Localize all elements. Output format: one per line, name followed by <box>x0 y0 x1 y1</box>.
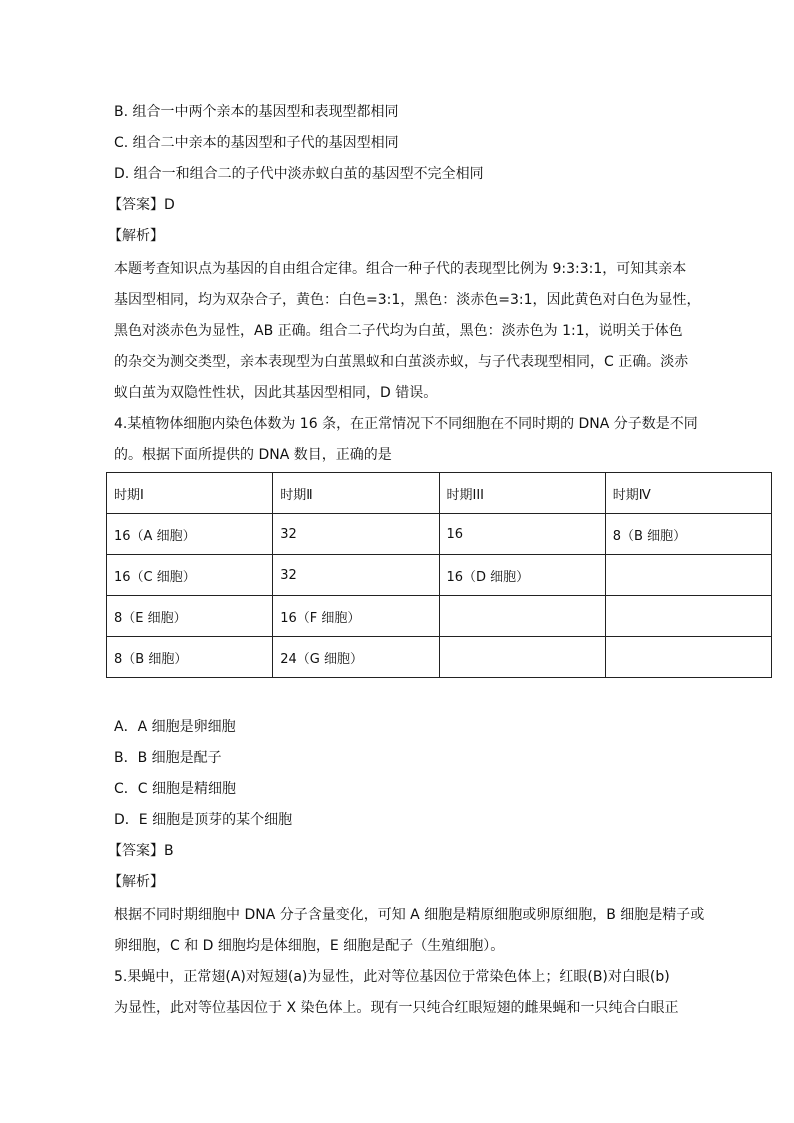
analysis-text-line: 本题考查知识点为基因的自由组合定律。组合一种子代的表现型比例为 9:3:3:1，可知其亲本 <box>114 261 687 277</box>
table-header-row <box>107 473 772 514</box>
table-cell <box>439 637 605 678</box>
analysis-text-line: 蚁白茧为双隐性性状，因此其基因型相同，D 错误。 <box>114 385 438 401</box>
table-cell <box>439 596 605 637</box>
question-4-option-d: D．E 细胞是顶芽的某个细胞 <box>114 812 293 828</box>
table-cell: 16 <box>439 514 605 555</box>
table-header-cell: 时期Ⅰ <box>107 473 273 514</box>
question-4-stem: 4.某植物体细胞内染色体数为 16 条，在正常情况下不同细胞在不同时期的 DNA 分子数是不同 <box>114 416 698 432</box>
table-cell: 8（B 细胞） <box>605 514 771 555</box>
dna-count-table <box>106 472 772 678</box>
option-b: B. 组合一中两个亲本的基因型和表现型都相同 <box>114 104 399 120</box>
table-row <box>107 637 772 678</box>
table-row <box>107 514 772 555</box>
table-header-cell: 时期Ⅳ <box>605 473 771 514</box>
table-cell <box>605 637 771 678</box>
table-header-cell: 时期III <box>439 473 605 514</box>
table-header-cell: 时期Ⅱ <box>273 473 439 514</box>
question-4-option-c: C．C 细胞是精细胞 <box>114 781 237 797</box>
analysis-text-line: 黑色对淡赤色为显性，AB 正确。组合二子代均为白茧，黑色：淡赤色为 1:1，说明关于体色 <box>114 323 683 339</box>
table-cell: 16（D 细胞） <box>439 555 605 596</box>
analysis-text-line: 的杂交为测交类型，亲本表现型为白茧黑蚁和白茧淡赤蚁，与子代表现型相同，C 正确。淡赤 <box>114 354 689 370</box>
table-row <box>107 596 772 637</box>
question-4-option-b: B．B 细胞是配子 <box>114 750 222 766</box>
analysis-text-line: 基因型相同，均为双杂合子，黄色：白色=3:1，黑色：淡赤色=3:1，因此黄色对白色为显性， <box>114 292 701 308</box>
option-c: C. 组合二中亲本的基因型和子代的基因型相同 <box>114 135 399 151</box>
table-row <box>107 555 772 596</box>
table-cell: 16（A 细胞） <box>107 514 273 555</box>
table-cell <box>605 596 771 637</box>
analysis-text-line: 根据不同时期细胞中 DNA 分子含量变化，可知 A 细胞是精原细胞或卵原细胞，B 细胞是精子或 <box>114 907 705 923</box>
analysis-label: 【解析】 <box>108 874 164 890</box>
question-5-stem: 5.果蝇中，正常翅(A)对短翅(a)为显性，此对等位基因位于常染色体上；红眼(B)对白眼(b) <box>114 969 670 985</box>
table-cell: 32 <box>273 555 439 596</box>
table-cell: 32 <box>273 514 439 555</box>
question-4-option-a: A．A 细胞是卵细胞 <box>114 719 236 735</box>
analysis-label: 【解析】 <box>108 228 164 244</box>
table-cell: 8（E 细胞） <box>107 596 273 637</box>
table-cell: 16（C 细胞） <box>107 555 273 596</box>
table-cell: 8（B 细胞） <box>107 637 273 678</box>
answer-label: 【答案】D <box>108 197 175 213</box>
table-cell: 24（G 细胞） <box>273 637 439 678</box>
analysis-text-line: 卵细胞，C 和 D 细胞均是体细胞，E 细胞是配子（生殖细胞）。 <box>114 938 505 954</box>
option-d: D. 组合一和组合二的子代中淡赤蚁白茧的基因型不完全相同 <box>114 166 484 182</box>
table-cell: 16（F 细胞） <box>273 596 439 637</box>
question-4-stem: 的。根据下面所提供的 DNA 数目，正确的是 <box>114 447 392 463</box>
table-cell <box>605 555 771 596</box>
question-5-stem: 为显性，此对等位基因位于 X 染色体上。现有一只纯合红眼短翅的雌果蝇和一只纯合白眼正 <box>114 1000 679 1016</box>
answer-label: 【答案】B <box>108 843 174 859</box>
